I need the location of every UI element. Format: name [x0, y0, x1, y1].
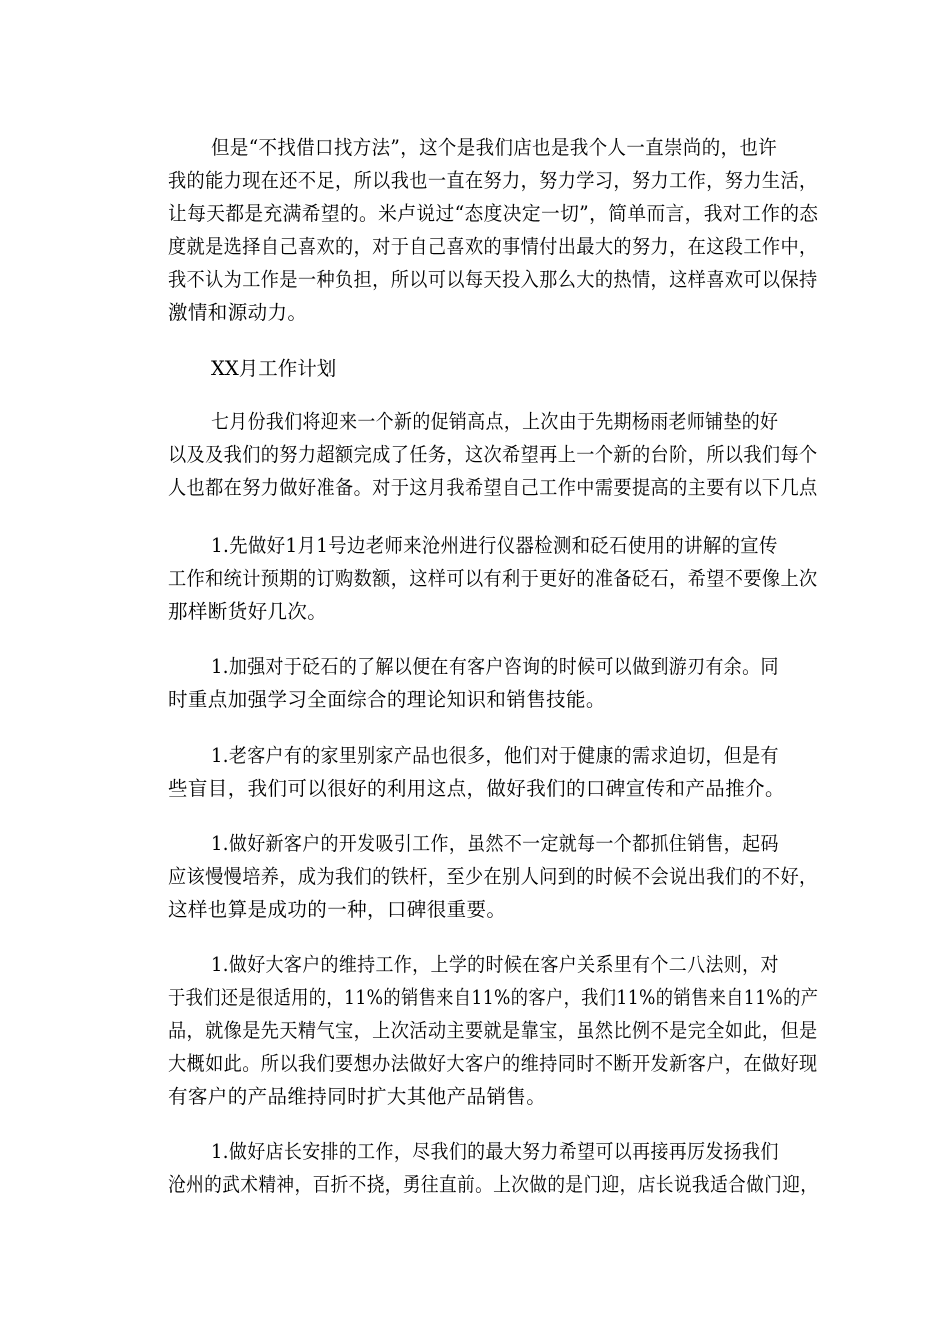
text-line: 人也都在努力做好准备。对于这月我希望自己工作中需要提高的主要有以下几点 [168, 476, 818, 499]
text-line: 品，就像是先天精气宝，上次活动主要就是靠宝，虽然比例不是完全如此，但是 [168, 1019, 818, 1042]
text-line: 但是“不找借口找方法”，这个是我们店也是我个人一直崇尚的，也许 [211, 136, 778, 159]
text-line: 应该慢慢培养，成为我们的铁杆，至少在别人问到的时候不会说出我们的不好， [168, 865, 818, 888]
text-line: 我不认为工作是一种负担，所以可以每天投入那么大的热情，这样喜欢可以保持 [168, 268, 818, 291]
text-line: 些盲目，我们可以很好的利用这点，做好我们的口碑宣传和产品推介。 [168, 777, 785, 800]
text-line: 这样也算是成功的一种，口碑很重要。 [168, 898, 507, 921]
text-line: 七月份我们将迎来一个新的促销高点，上次由于先期杨雨老师铺垫的好 [211, 410, 779, 433]
section-heading: XX月工作计划 [211, 357, 337, 380]
text-line: 激情和源动力。 [168, 301, 308, 324]
list-item-3 [168, 739, 818, 805]
text-line: 时重点加强学习全面综合的理论知识和销售技能。 [168, 688, 606, 711]
text-line: 大概如此。所以我们要想办法做好大客户的维持同时不断开发新客户，在做好现 [168, 1052, 818, 1075]
text-line: 以及及我们的努力超额完成了任务，这次希望再上一个新的台阶，所以我们每个 [168, 443, 818, 466]
text-line: 1.做好新客户的开发吸引工作，虽然不一定就每一个都抓住销售，起码 [211, 832, 779, 855]
text-line: 1.做好大客户的维持工作，上学的时候在客户关系里有个二八法则，对 [211, 953, 779, 976]
text-line: 让每天都是充满希望的。米卢说过“态度决定一切”，简单而言，我对工作的态 [168, 202, 819, 225]
text-line: 1.老客户有的家里别家产品也很多，他们对于健康的需求迫切，但是有 [211, 744, 779, 767]
text-line: 工作和统计预期的订购数额，这样可以有利于更好的准备砭石，希望不要像上次 [168, 567, 818, 590]
text-line: 我的能力现在还不足，所以我也一直在努力，努力学习，努力工作，努力生活， [168, 169, 818, 192]
list-item-5 [168, 948, 818, 1113]
text-line: 1.加强对于砭石的了解以便在有客户咨询的时候可以做到游刃有余。同 [211, 655, 779, 678]
text-line: 沧州的武术精神，百折不挠，勇往直前。上次做的是门迎，店长说我适合做门迎， [168, 1173, 819, 1196]
paragraph-july-plan [168, 405, 818, 504]
text-line: 有客户的产品维持同时扩大其他产品销售。 [168, 1085, 547, 1108]
list-item-6 [168, 1135, 818, 1201]
list-item-2 [168, 650, 818, 716]
text-line: 1.先做好1月1号边老师来沧州进行仪器检测和砭石使用的讲解的宣传 [211, 534, 778, 557]
list-item-1 [168, 529, 818, 628]
text-line: 于我们还是很适用的，11%的销售来自11%的客户，我们11%的销售来自11%的产 [168, 986, 819, 1009]
text-line: 那样断货好几次。 [168, 600, 328, 623]
text-line: 度就是选择自己喜欢的，对于自己喜欢的事情付出最大的努力，在这段工作中， [168, 235, 818, 258]
text-line: 1.做好店长安排的工作，尽我们的最大努力希望可以再接再厉发扬我们 [211, 1140, 779, 1163]
paragraph-attitude [168, 131, 818, 329]
list-item-4 [168, 827, 818, 926]
